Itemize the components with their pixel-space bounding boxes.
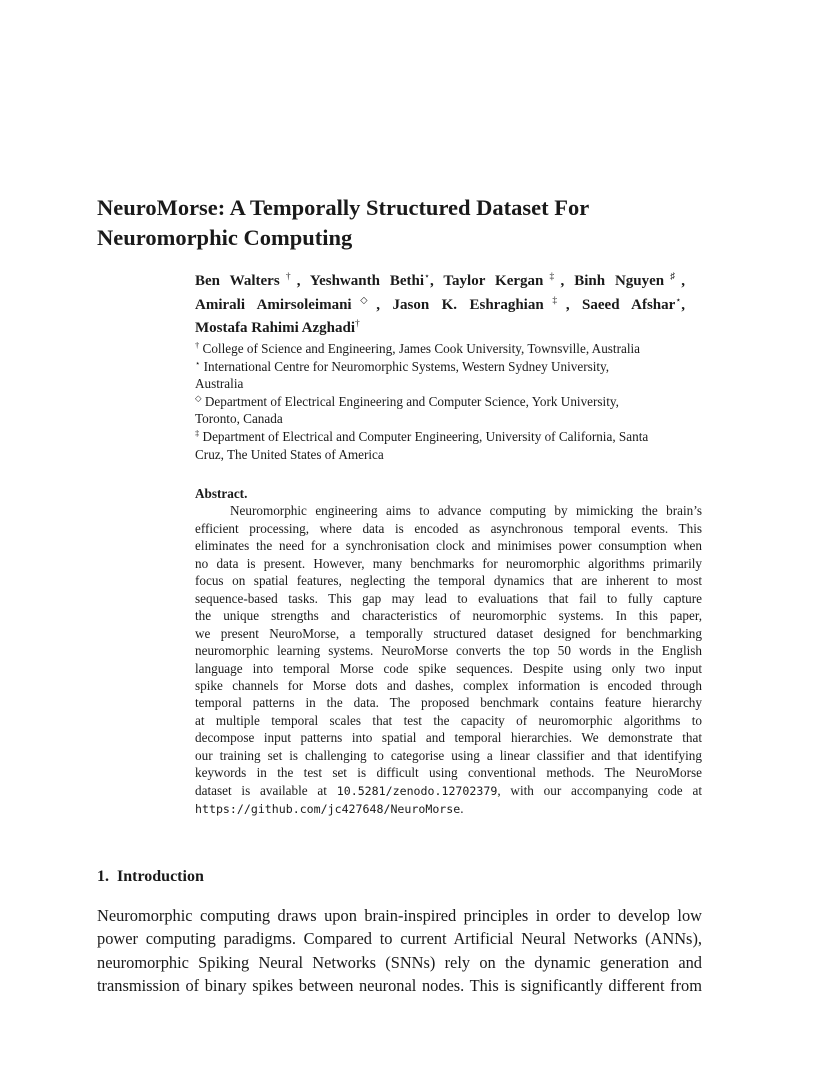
affiliation-mark: † <box>355 319 360 329</box>
availability-prefix: dataset is available at <box>195 782 337 798</box>
author-name: Taylor Kergan <box>443 273 544 289</box>
abstract-line <box>195 782 702 800</box>
affiliation-line <box>195 340 700 358</box>
body-line: power computing paradigms. Compared to current Artificial Neural Networks (ANNs), <box>97 929 702 949</box>
affiliation-line <box>195 428 700 446</box>
abstract-line: decompose input patterns into spatial and temporal hierarchies. We demonstrate that <box>195 730 702 746</box>
author-separator: , <box>296 273 310 289</box>
author-separator: , <box>376 296 393 313</box>
affiliation-mark: ⋆ <box>195 357 201 368</box>
abstract-line: neuromorphic learning systems. NeuroMorse converts the top 50 words in the English <box>195 643 702 659</box>
abstract-line: our training set is challenging to categorise using a linear classifier and that identifying <box>195 747 702 763</box>
availability-middle: , with our accompanying code at <box>497 782 702 798</box>
affiliation-line <box>195 446 700 464</box>
affiliation-mark: ♯ <box>664 272 682 282</box>
title-line: Neuromorphic Computing <box>97 225 353 250</box>
abstract-line: the unique strengths and characteristics of neuromorphic systems. In this paper, <box>195 608 702 624</box>
section-heading <box>97 868 204 886</box>
code-repository-link[interactable]: https://github.com/jc427648/NeuroMorse <box>195 802 461 817</box>
abstract-line: no data is present. However, many benchmarks for neuromorphic algorithms primarily <box>195 555 702 571</box>
abstract-line: at multiple temporal scales that test the capacity of neuromorphic algorithms to <box>195 712 702 728</box>
section-title: Introduction <box>117 868 204 885</box>
affiliation-line <box>195 410 700 428</box>
body-line: neuromorphic Spiking Neural Networks (SNNs) rely on the dynamic generation and <box>97 952 702 972</box>
affiliation-line <box>195 358 700 376</box>
author-line <box>195 270 685 294</box>
affiliation-text: Department of Electrical Engineering and Computer Science, York University, <box>201 393 619 409</box>
author-name: Mostafa Rahimi Azghadi <box>195 320 356 336</box>
affiliation-mark: ◇ <box>195 392 202 403</box>
body-line: Neuromorphic computing draws upon brain-inspired principles in order to develop low <box>97 906 702 925</box>
abstract-line <box>195 800 702 818</box>
abstract-line: sequence-based tasks. This gap may lead to evaluations that fail to fully capture <box>195 590 702 606</box>
affiliation-list <box>195 340 700 463</box>
author-name: Amirali Amirsoleimani <box>195 296 352 313</box>
abstract-line: eliminates the need for a synchronisation clock and minimises power consumption when <box>195 538 702 554</box>
affiliation-mark: ⋆ <box>424 272 430 282</box>
abstract <box>195 485 702 819</box>
affiliation-mark: † <box>195 340 200 350</box>
author-name: Saeed Afshar <box>582 296 676 313</box>
affiliation-mark: † <box>279 272 297 282</box>
abstract-line: language into temporal Morse code spike sequences. Despite using only two input <box>195 660 702 676</box>
affiliation-text: Cruz, The United States of America <box>195 446 384 462</box>
affiliation-text: College of Science and Engineering, James Cook University, Townsville, Australia <box>199 341 641 356</box>
author-line <box>195 294 685 318</box>
affiliation-line <box>195 375 700 393</box>
dataset-doi-link[interactable]: 10.5281/zenodo.12702379 <box>336 783 498 798</box>
author-name: Binh Nguyen <box>574 273 665 289</box>
abstract-line: efficient processing, where data is encoded as asynchronous temporal events. This <box>195 520 702 536</box>
affiliation-text: Australia <box>195 376 244 392</box>
author-separator: , <box>681 273 686 289</box>
author-name: Ben Walters <box>195 273 280 289</box>
affiliation-text: Toronto, Canada <box>195 411 283 427</box>
affiliation-text: Department of Electrical and Computer Engineering, University of California, Santa <box>199 428 649 444</box>
abstract-line: keywords in the test set is difficult using conventional methods. The NeuroMorse <box>195 765 702 781</box>
abstract-heading: Abstract. <box>195 486 248 501</box>
author-line <box>195 317 685 341</box>
affiliation-text: International Centre for Neuromorphic Systems, Western Sydney University, <box>200 358 610 374</box>
body-line: transmission of binary spikes between neuronal nodes. This is significantly different from <box>97 975 702 995</box>
abstract-line: spike channels for Morse dots and dashes, complex information is encoded through <box>195 677 702 693</box>
abstract-line: Neuromorphic engineering aims to advance computing by mimicking the brain’s <box>230 503 702 519</box>
affiliation-mark: ‡ <box>543 295 566 306</box>
author-separator: , <box>430 273 444 289</box>
abstract-line: focus on spatial features, neglecting the temporal dynamics that are inherent to most <box>195 573 702 589</box>
affiliation-mark: ‡ <box>195 427 200 438</box>
author-name: Jason K. Eshraghian <box>392 296 544 313</box>
affiliation-mark: ◇ <box>351 295 377 306</box>
author-separator: , <box>560 273 575 289</box>
affiliation-mark: ‡ <box>543 272 561 282</box>
affiliation-line <box>195 393 700 411</box>
abstract-final-period: . <box>460 801 464 817</box>
abstract-line: temporal patterns in the data. The proposed benchmark contains feature hierarchy <box>195 695 702 711</box>
affiliation-mark: ⋆ <box>675 295 682 306</box>
title-line: NeuroMorse: A Temporally Structured Dataset For <box>97 195 590 220</box>
abstract-line: we present NeuroMorse, a temporally structured dataset designed for benchmarking <box>195 625 702 641</box>
paper-title <box>97 193 737 253</box>
section-number: 1. <box>97 868 109 885</box>
introduction-paragraph <box>97 904 702 997</box>
author-list <box>195 270 685 341</box>
author-name: Yeshwanth Bethi <box>309 273 425 289</box>
author-separator: , <box>681 296 686 313</box>
author-separator: , <box>565 296 583 313</box>
